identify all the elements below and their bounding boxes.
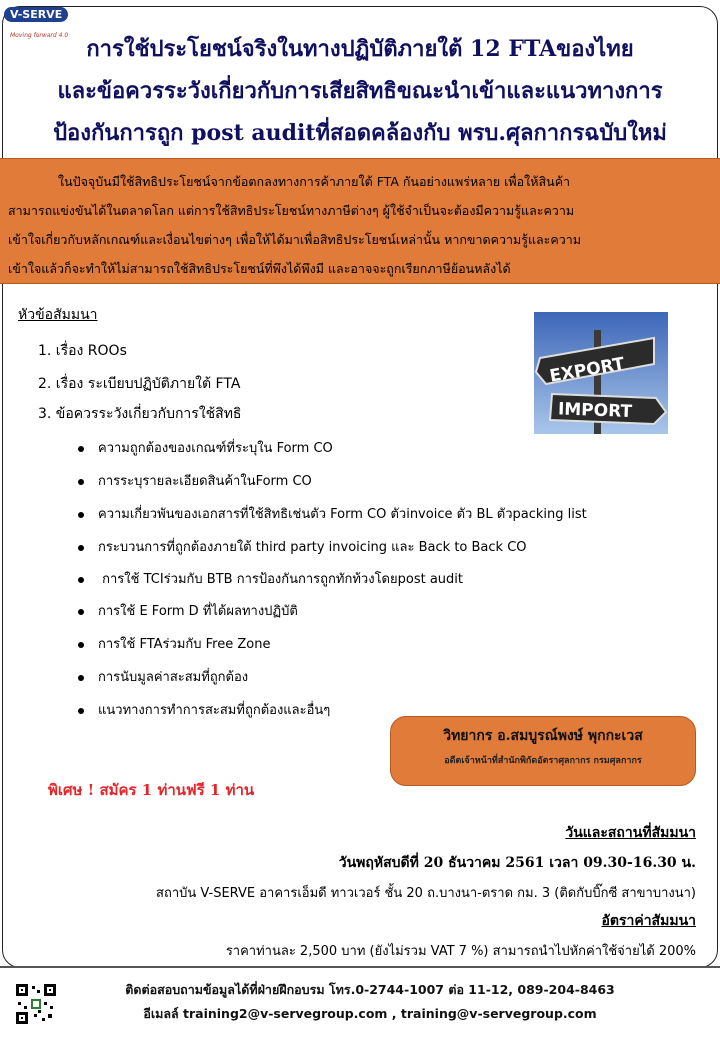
bullet-text: ความถูกต้องของเกณฑ์ที่ระบุใน Form CO — [98, 441, 333, 456]
topic-item: 1. เรื่อง ROOs — [38, 343, 127, 359]
bullet-item — [78, 699, 330, 720]
bullet-item — [78, 437, 333, 458]
event-date: วันพฤหัสบดีที่ 20 ธันวาคม 2561 เวลา 09.30-16.30 น. — [338, 855, 696, 871]
sign-export-text: EXPORT — [548, 353, 627, 387]
bullet-item — [78, 633, 270, 654]
intro-line: สามารถแข่งขันได้ในตลาดโลก แต่การใช้สิทธิประโยชน์ทางภาษีต่างๆ ผู้ใช้จำเป็นจะต้องมีความรู้และความ — [8, 203, 575, 218]
bullet-dot-icon — [78, 446, 84, 452]
bullet-text: การนับมูลค่าสะสมที่ถูกต้อง — [98, 670, 249, 685]
bullet-item — [78, 470, 312, 491]
title-line: และข้อควรระวังเกี่ยวกับการเสียสิทธิขณะนำเข้าและแนวทางการ — [57, 78, 663, 104]
speaker-name: วิทยากร อ.สมบูรณ์พงษ์ พุกกะเวส — [443, 728, 643, 744]
bullet-item — [78, 568, 463, 589]
logo-tagline: Moving forward 4.0 — [10, 32, 69, 39]
bullet-dot-icon — [78, 545, 84, 551]
contact-email[interactable]: อีเมลล์ training2@v-servegroup.com , training@v-servegroup.com — [143, 1006, 597, 1021]
speaker-box — [390, 716, 696, 786]
intro-line: เข้าใจเกี่ยวกับหลักเกณฑ์และเงื่อนไขต่างๆ เพื่อให้ได้มาเพื่อสิทธิประโยชน์เหล่านั้น หากขาดความรู้และความ — [8, 232, 582, 247]
fee-text: ราคาท่านละ 2,500 บาท (ยังไม่รวม VAT 7 %) สามารถนำไปหักค่าใช้จ่ายได้ 200% — [225, 944, 696, 959]
topics-heading: หัวข้อสัมมนา — [18, 307, 98, 323]
page-title — [30, 28, 690, 154]
promo-text: พิเศษ ! สมัคร 1 ท่านฟรี 1 ท่าน — [48, 781, 255, 799]
intro-line: ในปัจจุบันมีใช้สิทธิประโยชน์จากข้อตกลงทางการค้าภายใต้ FTA กันอย่างแพร่หลาย เพื่อให้สินค้า — [58, 174, 571, 189]
bullet-text: การระบุรายละเอียดสินค้าในForm CO — [98, 474, 312, 489]
bullet-dot-icon — [78, 479, 84, 485]
bullet-dot-icon — [78, 675, 84, 681]
speaker-role: อดีตเจ้าหน้าที่สำนักพิกัดอัตราศุลกากร กรมศุลกากร — [444, 756, 642, 766]
bullet-item — [78, 536, 527, 557]
bullet-dot-icon — [78, 642, 84, 648]
bullet-text: กระบวนการที่ถูกต้องภายใต้ third party invoicing และ Back to Back CO — [98, 540, 527, 555]
bullet-item — [78, 503, 587, 524]
sign-import-text: IMPORT — [557, 399, 633, 422]
bullet-dot-icon — [78, 708, 84, 714]
topic-item: 2. เรื่อง ระเบียบปฏิบัติภายใต้ FTA — [38, 376, 241, 392]
intro-box — [0, 158, 720, 284]
bullet-text: แนวทางการทำการสะสมที่ถูกต้องและอื่นๆ — [98, 703, 331, 718]
bullet-text: ความเกี่ยวพันของเอกสารที่ใช้สิทธิเช่นตัว Form CO ตัวinvoice ตัว BL ตัวpacking list — [98, 507, 587, 522]
intro-line: เข้าใจแล้วก็จะทำให้ไม่สามารถใช้สิทธิประโยชน์ที่พึงได้พึงมี และอาจจะถูกเรียกภาษีย้อนหลังได้ — [8, 261, 511, 276]
bullet-text: การใช้ E Form D ที่ได้ผลทางปฏิบัติ — [98, 604, 298, 619]
bullet-text: การใช้ TCIร่วมกับ BTB การป้องกันการถูกทักท้วงโดยpost audit — [98, 572, 463, 587]
fee-heading: อัตราค่าสัมมนา — [601, 913, 696, 929]
venue-heading: วันและสถานที่สัมมนา — [565, 825, 696, 841]
footer-divider — [0, 966, 720, 968]
contact-phone: ติดต่อสอบถามข้อมูลได้ที่ฝ่ายฝึกอบรม โทร.0-2744-1007 ต่อ 11-12, 089-204-8463 — [125, 982, 615, 997]
bullet-item — [78, 666, 248, 687]
bullet-dot-icon — [78, 512, 84, 518]
event-place: สถาบัน V-SERVE อาคารเอ็มดี ทาวเวอร์ ชั้น 20 ถ.บางนา-ตราด กม. 3 (ติดกับบิ๊กซี สาขาบางนา) — [156, 886, 696, 901]
topic-item: 3. ข้อควรระวังเกี่ยวกับการใช้สิทธิ — [38, 406, 242, 422]
bullet-text: การใช้ FTAร่วมกับ Free Zone — [98, 637, 271, 652]
export-import-sign-image — [534, 312, 668, 434]
logo-name: V-SERVE — [4, 7, 68, 22]
bullet-dot-icon — [78, 609, 84, 615]
title-line: การใช้ประโยชน์จริงในทางปฏิบัติภายใต้ 12 FTAของไทย — [86, 36, 634, 62]
qr-code-icon[interactable] — [14, 982, 58, 1026]
bullet-item — [78, 600, 298, 621]
title-line: ป้องกันการถูก post auditที่สอดคล้องกับ พรบ.ศุลกากรฉบับใหม่ — [53, 120, 667, 146]
bullet-dot-icon — [78, 577, 84, 583]
